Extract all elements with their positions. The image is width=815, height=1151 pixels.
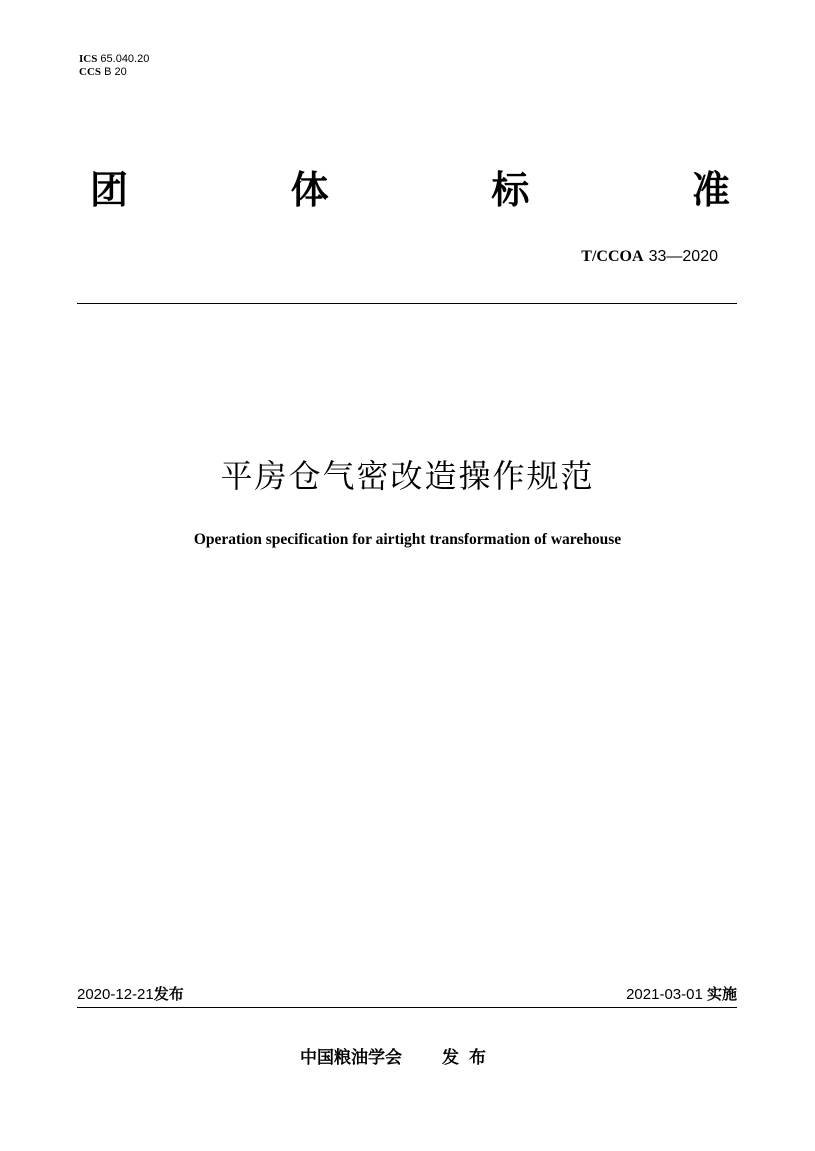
publish-action: 发布	[442, 1048, 496, 1068]
heading-char: 标	[491, 168, 530, 212]
publisher-name: 中国粮油学会	[300, 1048, 402, 1068]
classification-codes	[79, 53, 149, 79]
document-title-english: Operation specification for airtight transformation of warehouse	[193, 531, 622, 548]
ccs-label: CCS	[79, 66, 102, 78]
implement-date-block	[626, 984, 737, 1005]
ccs-code-row	[79, 66, 149, 79]
document-title-chinese: 平房仓气密改造操作规范	[220, 457, 595, 495]
heading-char: 体	[290, 168, 329, 212]
heading-char: 准	[691, 168, 730, 212]
ccs-code: B 20	[104, 66, 127, 78]
implement-date: 2021-03-01	[626, 986, 703, 1003]
issue-label: 发布	[153, 985, 184, 1003]
ics-label: ICS	[79, 53, 98, 65]
bottom-divider	[77, 1007, 737, 1008]
issue-date-block	[77, 984, 184, 1005]
implement-label: 实施	[706, 985, 737, 1003]
top-divider	[77, 303, 737, 304]
heading-char: 团	[90, 168, 129, 212]
standard-type-heading	[90, 162, 730, 218]
issue-date: 2020-12-21	[77, 986, 154, 1003]
standard-number	[581, 246, 718, 267]
ics-code-row	[79, 53, 149, 66]
publisher-line	[300, 1046, 496, 1070]
standard-number-value: 33—2020	[648, 248, 718, 265]
ics-code: 65.040.20	[100, 53, 150, 65]
standard-number-prefix: T/CCOA	[581, 248, 644, 265]
date-row	[77, 984, 737, 1005]
